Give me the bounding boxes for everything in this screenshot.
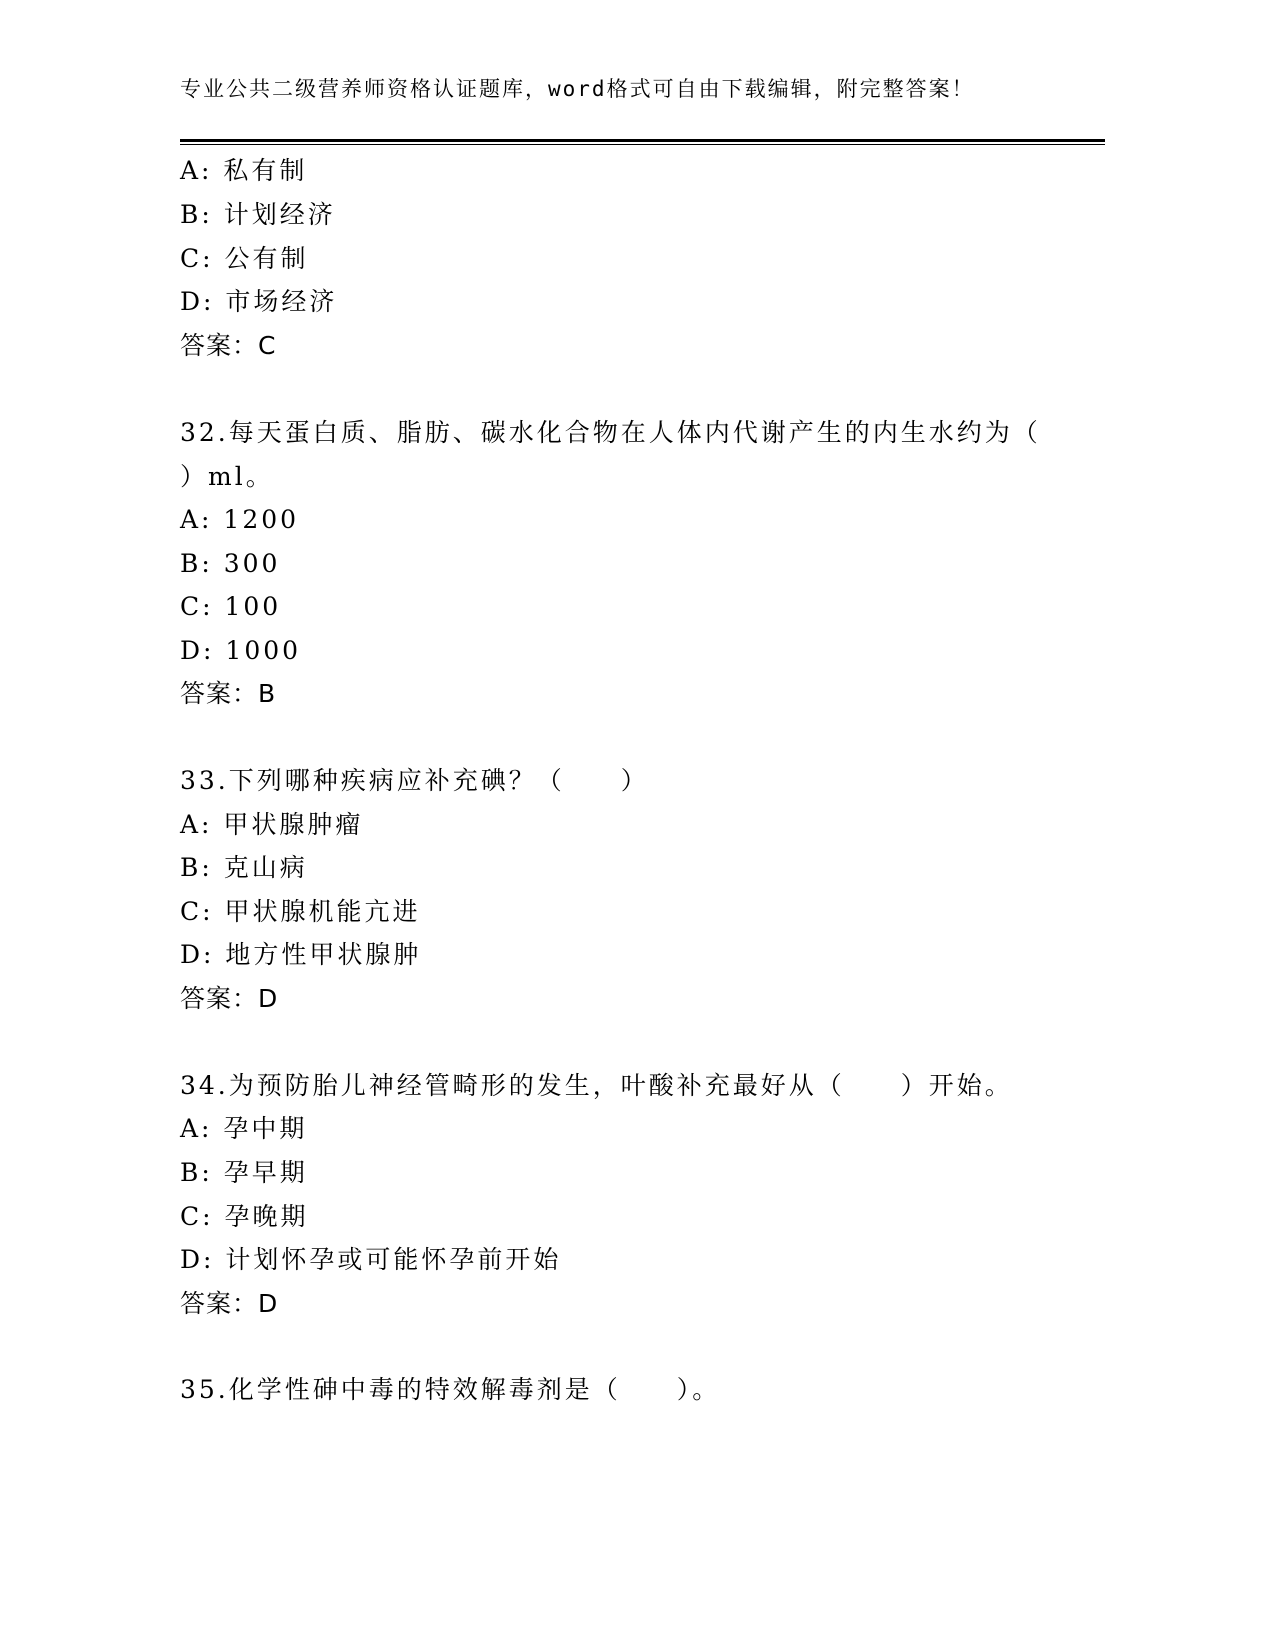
q33-option-d: D: 地方性甲状腺肿: [180, 940, 422, 969]
q32-option-a: A: 1200: [180, 505, 300, 534]
q32-stem-line1: 32.每天蛋白质、脂肪、碳水化合物在人体内代谢产生的内生水约为（: [180, 418, 1041, 447]
q32-option-d: D: 1000: [180, 636, 302, 665]
q34-answer: 答案：D: [180, 1289, 279, 1318]
q31-option-d: D: 市场经济: [180, 287, 338, 316]
q33-answer: 答案：D: [180, 984, 279, 1013]
q33-option-b: B: 克山病: [180, 853, 308, 882]
q31-answer: 答案：C: [180, 331, 277, 360]
q32-option-c: C: 100: [180, 592, 282, 621]
q33-option-a: A: 甲状腺肿瘤: [180, 810, 364, 839]
q34-stem: 34.为预防胎儿神经管畸形的发生，叶酸补充最好从（ ）开始。: [180, 1071, 1013, 1100]
q35-stem: 35.化学性砷中毒的特效解毒剂是（ ）。: [180, 1375, 721, 1404]
q34-option-b: B: 孕早期: [180, 1158, 308, 1187]
q34-option-a: A: 孕中期: [180, 1114, 308, 1143]
q32-option-b: B: 300: [180, 549, 281, 578]
q32-answer: 答案：B: [180, 679, 277, 708]
header-rule-thick: [180, 139, 1105, 142]
q31-option-c: C: 公有制: [180, 244, 309, 273]
q34-option-c: C: 孕晚期: [180, 1202, 309, 1231]
page-header: 专业公共二级营养师资格认证题库，word格式可自由下载编辑，附完整答案！: [180, 77, 975, 101]
q33-stem: 33.下列哪种疾病应补充碘？（ ）: [180, 766, 649, 795]
q34-option-d: D: 计划怀孕或可能怀孕前开始: [180, 1245, 562, 1274]
header-rule-thin: [180, 144, 1105, 145]
q32-stem-line2: ）ml。: [180, 462, 274, 491]
q33-option-c: C: 甲状腺机能亢进: [180, 897, 421, 926]
q31-option-a: A: 私有制: [180, 156, 308, 185]
q31-option-b: B: 计划经济: [180, 200, 336, 229]
